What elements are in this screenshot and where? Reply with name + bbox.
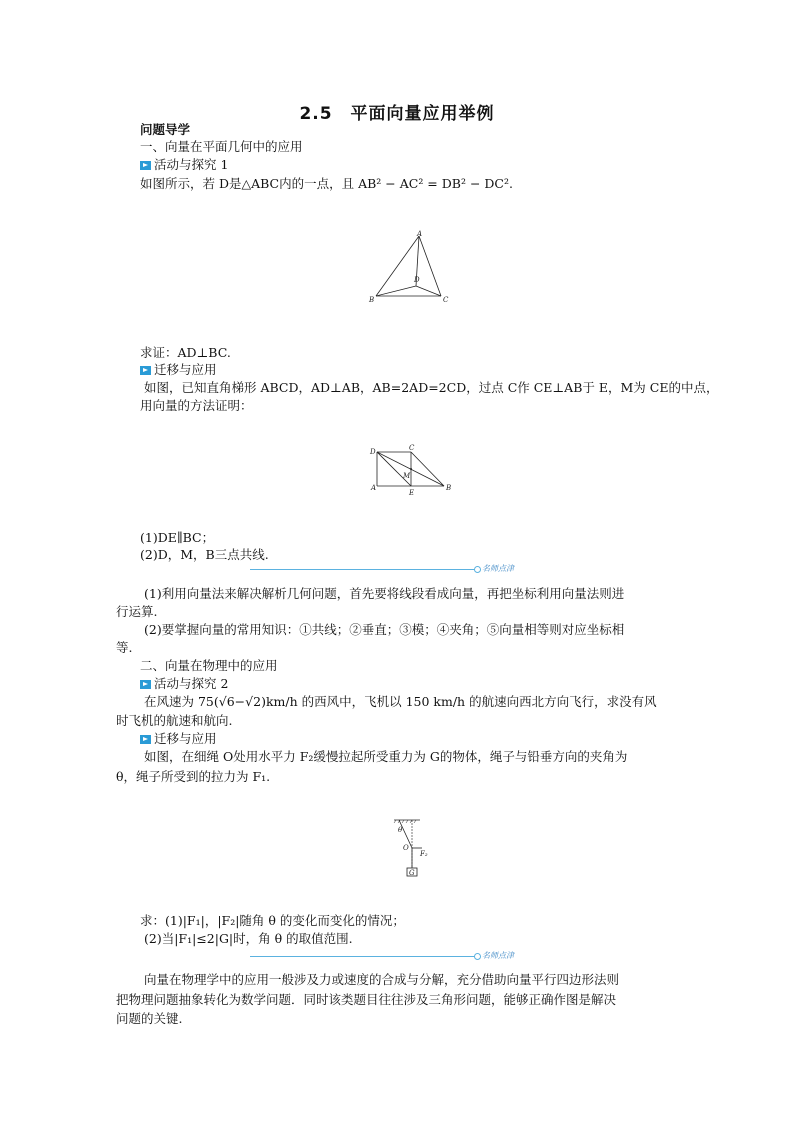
fig2-label-b: B [446, 484, 452, 492]
transfer2-label-text: 迁移与应用 [154, 731, 217, 746]
transfer2-item2: (2)当|F₁|≤2|G|时，角 θ 的取值范围. [144, 931, 353, 946]
transfer1-problem-line1: 如图，已知直角梯形 ABCD，AD⊥AB，AB=2AD=2CD，过点 C作 CE⊥AB于 E，M为 CE的中点， [144, 380, 719, 395]
transfer1-problem-line2: 用向量的方法证明： [140, 398, 253, 413]
transfer1-label-text: 迁移与应用 [154, 362, 217, 377]
fig1-label-d: D [414, 276, 420, 284]
part1-heading: 一、向量在平面几何中的应用 [140, 139, 303, 154]
activity1-label-text: 活动与探究 1 [154, 157, 229, 172]
activity2-problem-line2: 时飞机的航速和航向. [116, 713, 233, 728]
summary1-line1: (1)利用向量法来解决解析几何问题，首先要将线段看成向量，再把坐标利用向量法则进 [144, 586, 625, 601]
summary2-line3: 问题的关键. [116, 1011, 183, 1026]
force-figure [390, 816, 430, 878]
fig3-label-o: O [403, 844, 409, 852]
fig2-label-m: M [403, 472, 411, 480]
summary1-line4: 等. [116, 640, 133, 655]
fig1-label-a: A [417, 230, 423, 238]
activity2-label [140, 676, 228, 692]
activity1-problem: 如图所示，若 D是△ABC内的一点，且 AB² − AC² = DB² − DC². [140, 176, 513, 191]
activity1-prove: 求证：AD⊥BC. [140, 345, 231, 360]
activity2-label-text: 活动与探究 2 [154, 676, 229, 691]
transfer2-problem-line1: 如图，在细绳 O处用水平力 F₂缓慢拉起所受重力为 G的物体，绳子与铅垂方向的夹角为 [144, 749, 628, 764]
triangle-figure [366, 230, 456, 306]
activity1-label [140, 157, 228, 173]
fig2-label-c: C [409, 444, 415, 452]
fig1-label-c: C [443, 296, 449, 304]
separator-text: 名师点津 [482, 564, 514, 573]
transfer1-label [140, 362, 217, 378]
fig2-label-d: D [370, 448, 376, 456]
transfer2-label [140, 731, 217, 747]
tip-separator [250, 563, 550, 575]
page-title: 2.5 平面向量应用举例 [299, 104, 495, 124]
arrow-tag-icon [140, 366, 151, 375]
arrow-tag-icon [140, 161, 151, 170]
arrow-tag-icon [140, 735, 151, 744]
separator-line [250, 569, 478, 570]
separator-text: 名师点津 [482, 951, 514, 960]
separator-line [250, 956, 478, 957]
fig2-label-a: A [371, 484, 377, 492]
part2-heading: 二、向量在物理中的应用 [140, 658, 278, 673]
fig3-label-g: G [409, 869, 415, 877]
arrow-tag-icon [140, 680, 151, 689]
trapezoid-figure [366, 440, 456, 498]
section-heading: 问题导学 [140, 122, 191, 137]
activity2-problem-line1: 在风速为 75(√6−√2)km/h 的西风中，飞机以 150 km/h 的航速向西北方向飞行，求没有风 [144, 694, 657, 709]
transfer1-item2: (2)D，M，B三点共线. [140, 547, 269, 562]
transfer2-item1: 求：(1)|F₁|，|F₂|随角 θ 的变化而变化的情况； [140, 913, 405, 928]
transfer2-problem-line2: θ，绳子所受到的拉力为 F₁. [116, 769, 271, 784]
fig1-label-b: B [369, 296, 375, 304]
summary1-line2: 行运算. [116, 604, 158, 619]
fig3-label-f2: F₂ [420, 850, 428, 858]
summary2-line2: 把物理问题抽象转化为数学问题．同时该类题目往往涉及三角形问题，能够正确作图是解决 [116, 992, 617, 1007]
transfer1-item1: (1)DE∥BC； [140, 530, 215, 545]
fig3-label-theta: θ [398, 826, 403, 834]
fig2-label-e: E [409, 489, 415, 497]
tip-separator-2 [250, 950, 550, 962]
summary1-line3: (2)要掌握向量的常用知识：①共线；②垂直；③模；④夹角；⑤向量相等则对应坐标相 [144, 622, 625, 637]
separator-dot-icon [474, 566, 481, 573]
separator-dot-icon [474, 953, 481, 960]
summary2-line1: 向量在物理学中的应用一般涉及力或速度的合成与分解，充分借助向量平行四边形法则 [144, 972, 620, 987]
